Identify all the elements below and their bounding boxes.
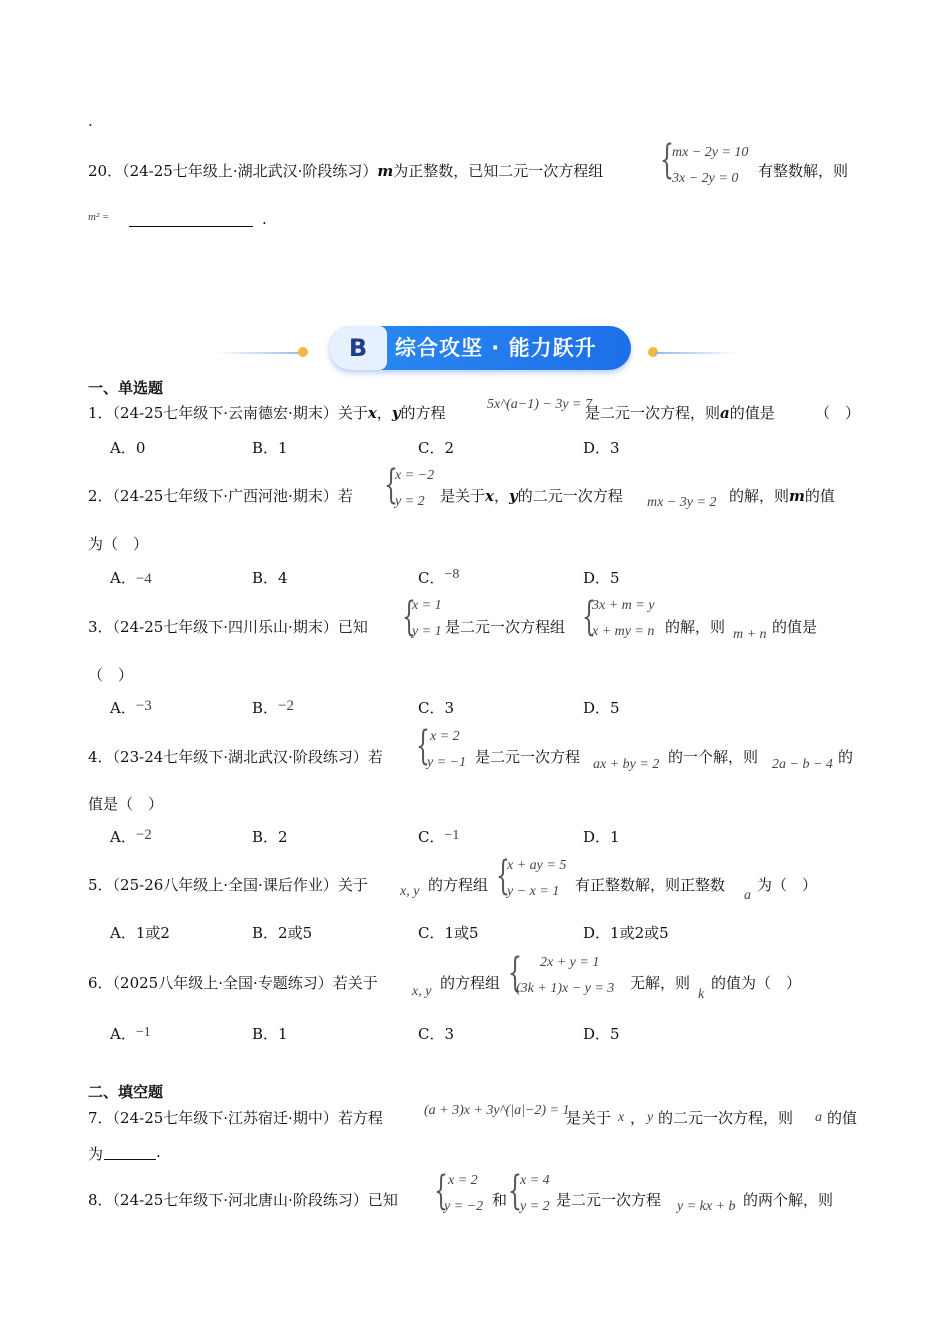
q20-lhs: m² = [88, 211, 110, 223]
q8-equation: y = kx + b [677, 1199, 736, 1214]
q2-option-c-label: C． [418, 569, 445, 587]
q20-brace: { [660, 137, 674, 183]
q4-option-c-value: −1 [444, 828, 460, 843]
q7-source: （24-25七年级下·江苏宿迁·期中） [112, 1109, 338, 1127]
q5-brace: { [496, 853, 510, 899]
q1-text-b: 的方程 [400, 404, 446, 422]
q1-option-c[interactable]: C．2 [418, 439, 455, 457]
q7-var-a: a [815, 1110, 822, 1125]
q8-text-d: 的两个解，则 [743, 1191, 834, 1209]
q20-end: . [262, 210, 267, 228]
q2-sys1: x = −2 [395, 468, 435, 483]
q5-eq1: x + ay = 5 [507, 858, 567, 873]
q7-text-a: 若方程 [337, 1109, 383, 1127]
q5-option-d[interactable]: D．1或2或5 [583, 924, 669, 942]
q2-option-c-value: −8 [444, 567, 460, 582]
q6-option-a[interactable] [110, 1023, 151, 1044]
q7-number: 7． [88, 1109, 113, 1127]
q3-line2: （ ） [88, 666, 134, 684]
q6-text-c: 无解，则 [630, 974, 691, 992]
q2-comma: ， [493, 487, 509, 505]
q6-text-b: 的方程组 [440, 974, 501, 992]
q2-text-e: 的值 [804, 487, 835, 505]
q1-source: （24-25七年级下·云南德宏·期末） [112, 404, 338, 422]
q5-option-b[interactable]: B．2或5 [252, 924, 313, 942]
q6-eq2: (3k + 1)x − y = 3 [516, 981, 615, 996]
q5-text-c: 有正整数解，则正整数 [575, 876, 726, 894]
q3-option-a-value: −3 [135, 698, 152, 714]
q4-option-a-value: −2 [135, 827, 152, 843]
q20-number: 20． [88, 162, 123, 180]
q6-vars: x, y [412, 984, 432, 999]
q8-sysA1: x = 2 [448, 1173, 478, 1188]
banner-pill [329, 326, 631, 370]
q6-option-a-label: A． [110, 1025, 136, 1043]
q5-text-d: 为（ ） [757, 876, 818, 894]
q1-option-a[interactable]: A．0 [110, 439, 146, 457]
q6-eq1: 2x + y = 1 [540, 955, 600, 970]
q1-option-d[interactable]: D．3 [583, 439, 620, 457]
banner-line-left [215, 352, 305, 354]
section-heading-single-choice: 一、单选题 [88, 379, 164, 397]
q4-option-b[interactable]: B．2 [252, 828, 288, 846]
q1-var-y: y [391, 404, 401, 422]
q2-text-a: 若 [337, 487, 353, 505]
q1-option-b[interactable]: B．1 [252, 439, 288, 457]
q7-comma: ， [630, 1109, 646, 1127]
q4-sys2: y = −1 [427, 755, 467, 770]
q1-number: 1． [88, 404, 113, 422]
q4-option-a-label: A． [110, 828, 136, 846]
q7-answer-blank[interactable] [104, 1159, 156, 1160]
q20-var-m: m [377, 162, 394, 180]
q3-option-c[interactable]: C．3 [418, 699, 455, 717]
q6-number: 6． [88, 974, 113, 992]
q8-sysB1: x = 4 [520, 1173, 550, 1188]
q2-source: （24-25七年级下·广西河池·期末） [112, 487, 338, 505]
q2-option-a-value: −4 [135, 571, 152, 587]
q4-text-d: 的 [838, 748, 854, 766]
q6-option-c[interactable]: C．3 [418, 1025, 455, 1043]
q3-text-c: 的解，则 [665, 618, 726, 636]
q3-eq1: 3x + m = y [592, 598, 655, 613]
q3-option-d[interactable]: D．5 [583, 699, 620, 717]
q2-text-d: 的解，则 [729, 487, 790, 505]
q3-text-b: 是二元一次方程组 [445, 618, 566, 636]
q4-line2: 值是（ ） [88, 795, 164, 813]
q2-option-d[interactable]: D．5 [583, 569, 620, 587]
q1-text-d: 的值是 [729, 404, 775, 422]
q4-option-a[interactable] [110, 826, 152, 847]
q5-source: （25-26八年级上·全国·课后作业） [112, 876, 338, 894]
q4-text-a: 若 [367, 748, 383, 766]
q20-text-a: 为正整数，已知二元一次方程组 [393, 162, 604, 180]
q6-var-k: k [698, 987, 705, 1002]
q2-option-a-label: A． [110, 569, 136, 587]
q8-number: 8． [88, 1191, 113, 1209]
q1-paren: （ ） [815, 404, 861, 422]
q8-source: （24-25七年级下·河北唐山·阶段练习） [112, 1191, 368, 1209]
q6-source: （2025八年级上·全国·专题练习） [112, 974, 333, 992]
q3-option-a-label: A． [110, 699, 136, 717]
q7-end: . [156, 1143, 161, 1161]
q3-option-b-label: B． [252, 699, 279, 717]
q2-var-y: y [508, 487, 518, 505]
q7-equation: (a + 3)x + 3y^(|a|−2) = 1 [424, 1103, 570, 1118]
q4-source: （23-24七年级下·湖北武汉·阶段练习） [112, 748, 368, 766]
q20-source: （24-25七年级上·湖北武汉·阶段练习） [122, 162, 378, 180]
q2-equation: mx − 3y = 2 [647, 495, 717, 510]
q7-var-y: y [647, 1110, 654, 1125]
q7-line2: 为 [88, 1145, 104, 1163]
q3-eq2: x + my = n [592, 624, 655, 639]
q3-brace-a: { [402, 594, 416, 640]
q5-text-b: 的方程组 [428, 876, 489, 894]
q4-sys1: x = 2 [430, 729, 460, 744]
banner-dot-left [298, 347, 308, 357]
q7-text-c: 的二元一次方程，则 [658, 1109, 794, 1127]
q4-option-d[interactable]: D．1 [583, 828, 620, 846]
stray-dot: . [88, 112, 93, 130]
q7-text-d: 的值 [827, 1109, 858, 1127]
q2-option-c[interactable] [418, 567, 459, 588]
q3-text-d: 的值是 [772, 618, 818, 636]
q8-brace-b: { [508, 1168, 522, 1214]
q20-answer-blank[interactable] [129, 226, 253, 227]
q4-expr: 2a − b − 4 [772, 757, 833, 772]
q1-text-a: 关于 [337, 404, 368, 422]
q3-option-a[interactable] [110, 697, 152, 718]
q6-option-d[interactable]: D．5 [583, 1025, 620, 1043]
q1-text-c: 是二元一次方程，则 [585, 404, 721, 422]
q20-text-b: 有整数解，则 [758, 162, 849, 180]
q6-option-a-value: −1 [135, 1025, 151, 1040]
q5-eq2: y − x = 1 [507, 884, 560, 899]
q3-number: 3． [88, 618, 113, 636]
q2-text-c: 的二元一次方程 [517, 487, 623, 505]
q1-comma: ， [376, 404, 392, 422]
q6-option-b[interactable]: B．1 [252, 1025, 288, 1043]
q2-var-m: m [789, 487, 805, 505]
q2-text-b: 是关于 [440, 487, 486, 505]
q3-sys1: x = 1 [412, 598, 442, 613]
q20-eq2: 3x − 2y = 0 [672, 171, 739, 186]
q4-brace: { [416, 723, 430, 769]
q5-text-a: 关于 [337, 876, 368, 894]
q8-text-a: 已知 [367, 1191, 398, 1209]
q5-option-c[interactable]: C．1或5 [418, 924, 479, 942]
banner-badge: B [329, 326, 387, 370]
q5-number: 5． [88, 876, 113, 894]
q6-text-a: 若关于 [332, 974, 378, 992]
q8-text-b: 和 [492, 1191, 508, 1209]
q2-sys2: y = 2 [395, 494, 425, 509]
q2-option-b[interactable]: B．4 [252, 569, 288, 587]
q1-var-x: x [367, 404, 377, 422]
q2-line2: 为（ ） [88, 535, 149, 553]
q20-eq1: mx − 2y = 10 [672, 145, 749, 160]
q3-sys2: y = 1 [412, 624, 442, 639]
q8-brace-a: { [434, 1168, 448, 1214]
q8-text-c: 是二元一次方程 [556, 1191, 662, 1209]
q5-option-a[interactable]: A．1或2 [110, 924, 170, 942]
q3-brace-b: { [582, 594, 596, 640]
q3-expr: m + n [733, 627, 767, 642]
q1-equation: 5x^(a−1) − 3y = 7 [487, 397, 592, 412]
q6-brace: { [508, 950, 522, 996]
q8-sysB2: y = 2 [520, 1199, 550, 1214]
q7-var-x: x [618, 1110, 625, 1125]
banner-line-right [655, 352, 740, 354]
q4-equation: ax + by = 2 [593, 757, 660, 772]
q4-text-c: 的一个解，则 [668, 748, 759, 766]
q3-source: （24-25七年级下·四川乐山·期末） [112, 618, 338, 636]
q2-number: 2． [88, 487, 113, 505]
q7-text-b: 是关于 [566, 1109, 612, 1127]
q4-text-b: 是二元一次方程 [475, 748, 581, 766]
q2-brace: { [384, 462, 398, 508]
q2-var-x: x [485, 487, 494, 505]
q2-option-a[interactable] [110, 567, 152, 588]
q8-sysA2: y = −2 [444, 1199, 484, 1214]
q3-option-b[interactable] [252, 697, 294, 718]
q4-option-c-label: C． [418, 828, 445, 846]
q6-text-d: 的值为（ ） [711, 974, 802, 992]
q5-var-a: a [744, 888, 751, 903]
q5-vars: x, y [400, 884, 420, 899]
q3-option-b-value: −2 [278, 698, 294, 714]
banner-title: 综合攻坚 · 能力跃升 [395, 336, 597, 360]
section-heading-fill-blank: 二、填空题 [88, 1083, 164, 1101]
q3-text-a: 已知 [337, 618, 368, 636]
q4-number: 4． [88, 748, 113, 766]
q1-var-a: a [720, 404, 730, 422]
q4-option-c[interactable] [418, 826, 459, 847]
